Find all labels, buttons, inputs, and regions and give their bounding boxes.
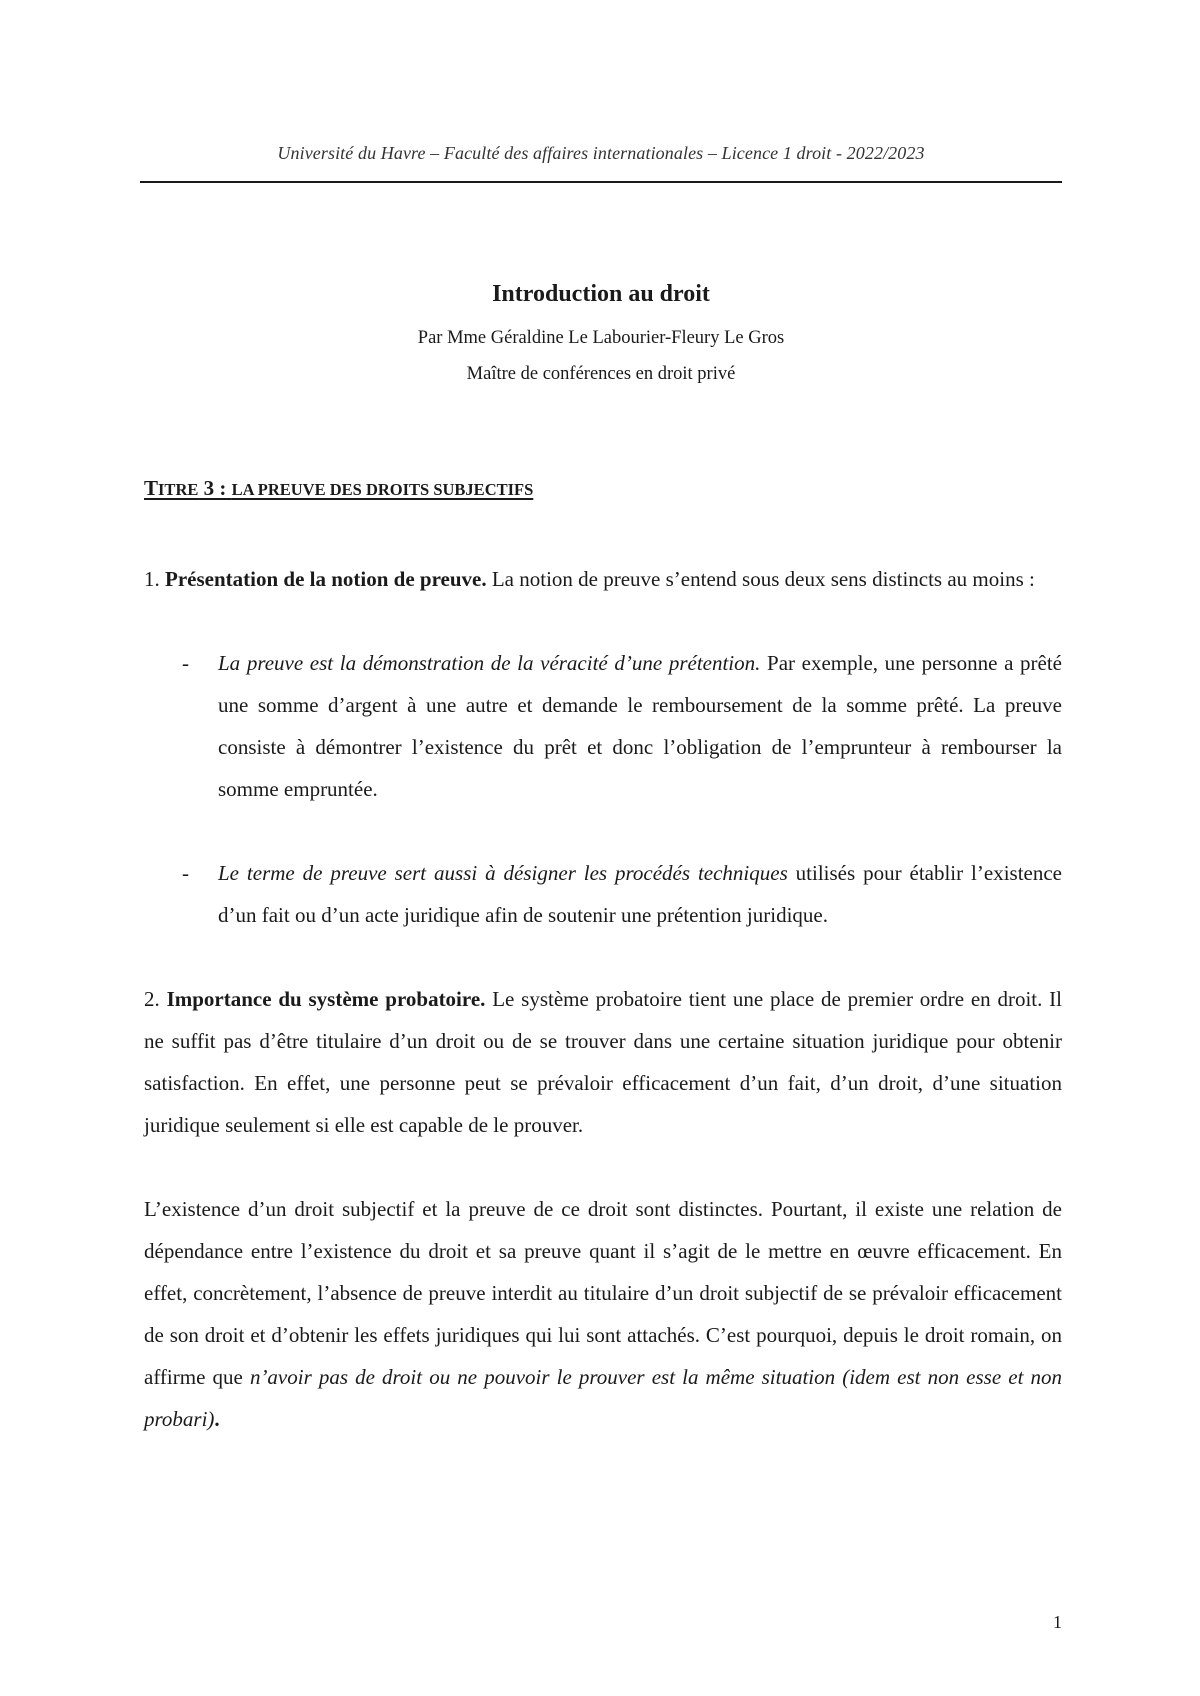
section-heading-number: 3 : [198,476,232,500]
latin-maxim: n’avoir pas de droit ou ne pouvoir le prouver est la même situation (idem est non esse et non probari) [144,1365,1062,1431]
bullet-dash: - [182,651,189,675]
paragraph-text: L’existence d’un droit subjectif et la preuve de ce droit sont distinctes. Pourtant, il existe une relation de dépendance entre l’existence du droit et sa preuve quant il s’agit de le mettre en œuvre efficacement. En effet, concrètement, l’absence de preuve interdit au titulaire d’un droit subjectif de se prévaloir efficacement de son droit et d’obtenir les effets juridiques qui lui sont attachés. C’est pourquoi, depuis le droit romain, on affirme que [144,1197,1062,1389]
paragraph-text: Le système probatoire tient une place de premier ordre en droit. Il ne suffit pas d’être titulaire d’un droit ou de se trouver dans une certaine situation juridique pour obtenir satisfaction. En effet, une personne peut se prévaloir efficacement d’un fait, d’un droit, d’une situation juridique seulement si elle est capable de le prouver. [144,987,1063,1137]
section-heading-title: LA PREUVE DES DROITS SUBJECTIFS [231,480,534,499]
section-heading-initial: T [144,476,159,500]
paragraph-3 [144,1188,1062,1440]
paragraph-text: La notion de preuve s’entend sous deux sens distincts au moins : [486,567,1035,591]
paragraph-2 [144,978,1062,1146]
bullet-text: utilisés pour établir l’existence d’un fait ou d’un acte juridique afin de soutenir une prétention juridique. [218,861,1062,927]
bullet-list-item [144,642,1062,810]
page-number: 1 [1053,1612,1062,1632]
bullet-list-item [144,852,1062,936]
bullet-text: Par exemple, une personne a prêté une somme d’argent à une autre et demande le remboursement de la somme prêté. La preuve consiste à démontrer l’existence du prêt et donc l’obligation de l’emprunteur à rembourser la somme empruntée. [218,651,1062,801]
header-divider [140,181,1062,183]
paragraph-number: 2. [144,987,167,1011]
bullet-italic-lead: La preuve est la démonstration de la véracité d’une prétention. [218,651,761,675]
document-title: Introduction au droit [492,281,710,307]
paragraph-lead: Présentation de la notion de preuve. [165,567,487,591]
paragraph-1 [144,558,1062,600]
final-period: . [214,1407,220,1431]
paragraph-number: 1. [144,567,165,591]
section-heading-small-caps: ITRE [158,480,199,499]
bullet-dash: - [182,861,189,885]
bullet-italic-lead: Le terme de preuve sert aussi à désigner les procédés techniques [218,861,788,885]
paragraph-lead: Importance du système probatoire. [166,987,486,1011]
author-role: Maître de conférences en droit privé [466,364,736,384]
running-header: Université du Havre – Faculté des affaires internationales – Licence 1 droit - 2022/2023 [277,143,925,163]
author-line: Par Mme Géraldine Le Labourier-Fleury Le Gros [417,328,785,348]
section-heading [144,476,533,501]
